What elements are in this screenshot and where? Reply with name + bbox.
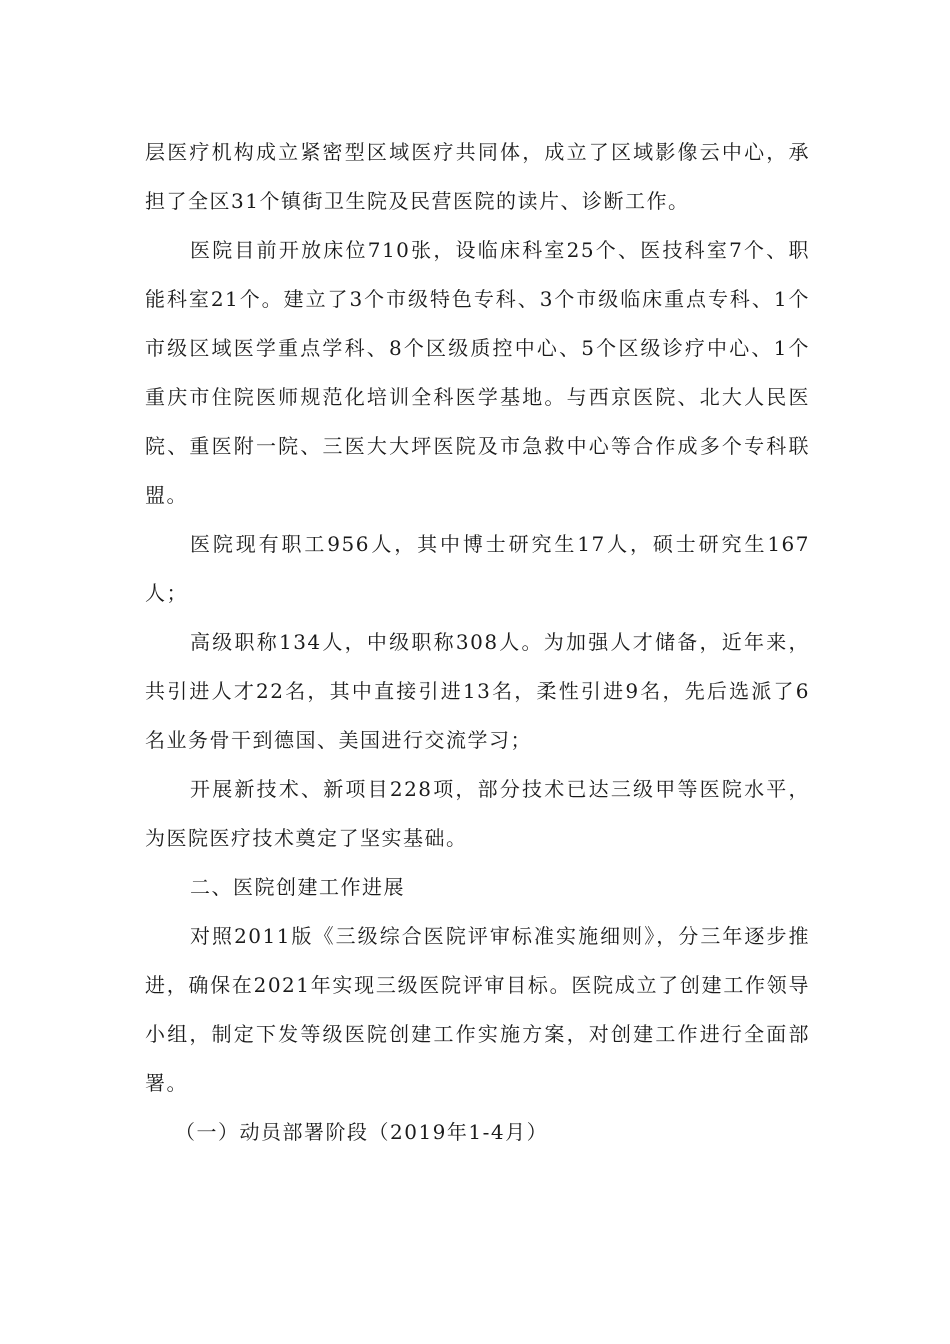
paragraph-accreditation-plan: 对照2011版《三级综合医院评审标准实施细则》，分三年逐步推进，确保在2021年实现三级医院评审目标。医院成立了创建工作领导小组，制定下发等级医院创建工作实施方案，对创建工作进行全面部署。 [145, 924, 810, 1095]
paragraph-new-technology: 开展新技术、新项目228项，部分技术已达三级甲等医院水平，为医院医疗技术奠定了坚实基础。 [145, 777, 810, 850]
paragraph-talent-recruitment: 高级职称134人，中级职称308人。为加强人才储备，近年来，共引进人才22名，其中直接引进13名，柔性引进9名，先后选派了6名业务骨干到德国、美国进行交流学习； [145, 630, 810, 752]
document-body [145, 128, 810, 1157]
section-heading: 二、医院创建工作进展 [190, 875, 405, 899]
sub-heading-mobilization-stage: （一）动员部署阶段（2019年1-4月） [175, 1120, 549, 1144]
paragraph-staff-count: 医院现有职工956人，其中博士研究生17人，硕士研究生167人； [145, 532, 810, 605]
paragraph-hospital-capacity: 医院目前开放床位710张，设临床科室25个、医技科室7个、职能科室21个。建立了3个市级特色专科、3个市级临床重点专科、1个市级区域医学重点学科、8个区级质控中心、5个区级诊疗中心、1个重庆市住院医师规范化培训全科医学基地。与西京医院、北大人民医院、重医附一院、三医大大坪医院及市急救中心等合作成多个专科联盟。 [145, 238, 810, 507]
paragraph-community-health: 层医疗机构成立紧密型区域医疗共同体，成立了区域影像云中心，承担了全区31个镇街卫生院及民营医院的读片、诊断工作。 [145, 140, 810, 213]
